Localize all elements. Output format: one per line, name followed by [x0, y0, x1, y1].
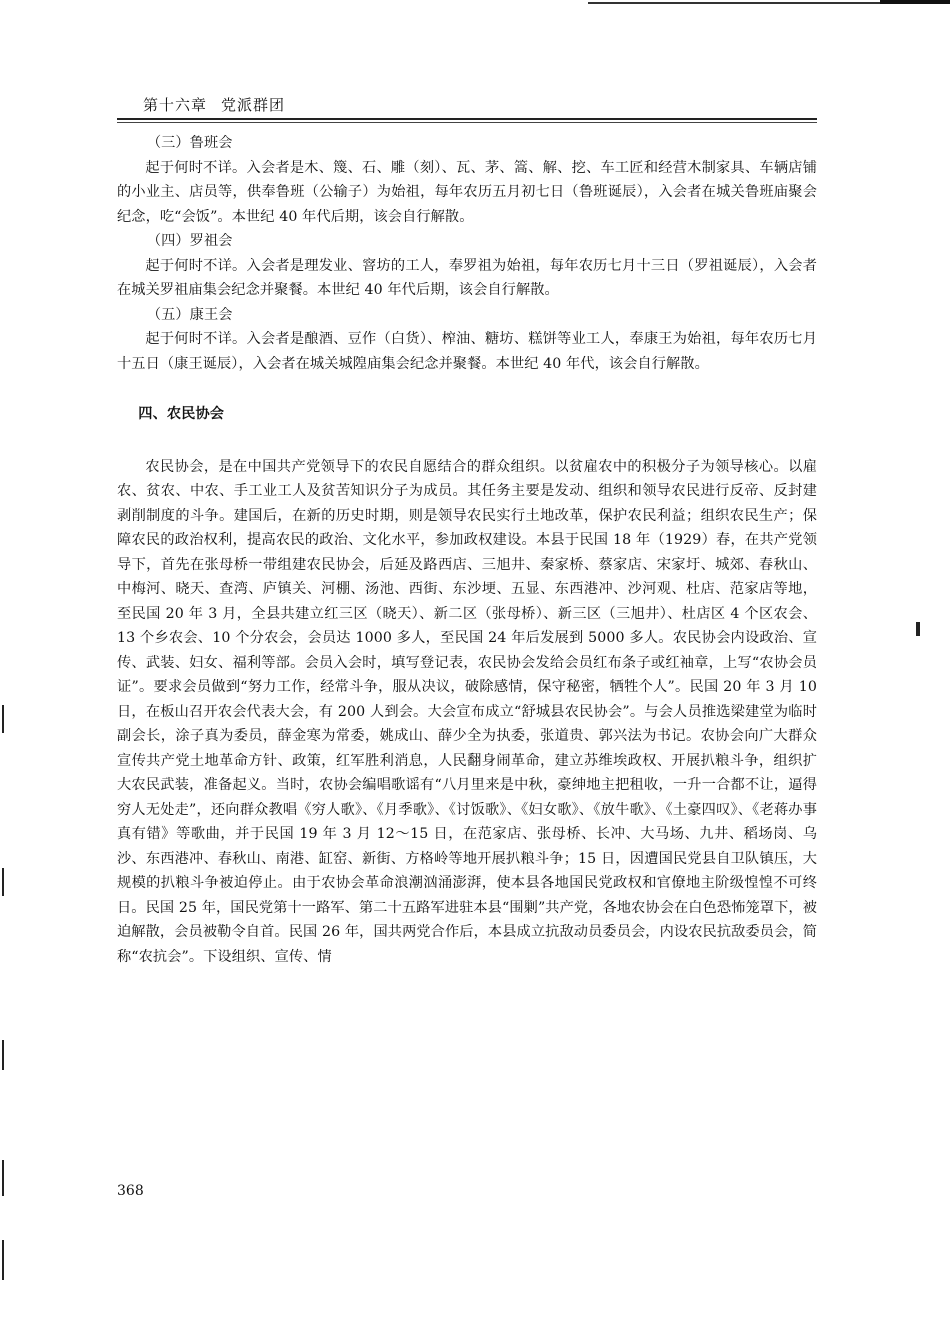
paragraph-kangwang: 起于何时不详。入会者是酿酒、豆作（白货）、榨油、糖坊、糕饼等业工人，奉康王为始祖，每年农历七月十五日（康王诞辰），入会者在城关城隍庙集会纪念并聚餐。本世纪 40 年代，该会自行解散。: [117, 331, 817, 372]
subsection-heading-kangwang: （五）康王会: [146, 306, 233, 323]
scan-edge-mark: [2, 1160, 4, 1196]
scan-edge-mark: [2, 1240, 4, 1280]
scan-mark: [916, 622, 920, 636]
scan-edge-mark: [2, 1040, 4, 1070]
page-number: 368: [117, 1183, 144, 1199]
body-text: [117, 131, 817, 969]
chapter-number: 第十六章: [143, 96, 208, 114]
paragraph-luban: 起于何时不详。入会者是木、篾、石、雕（刻）、瓦、茅、篙、解、挖、车工匠和经营木制家具、车辆店铺的小业主、店员等，供奉鲁班（公输子）为始祖，每年农历五月初七日（鲁班诞辰），入会者在城关鲁班庙聚会纪念，吃“会饭”。本世纪 40 年代后期，该会自行解散。: [117, 159, 817, 225]
subsection-heading-luban: （三）鲁班会: [146, 135, 233, 151]
chapter-title: 党派群团: [221, 96, 286, 114]
scan-edge-mark: [2, 705, 4, 733]
header-rule: [117, 118, 817, 120]
paragraph-nongmin: 农民协会，是在中国共产党领导下的农民自愿结合的群众组织。以贫雇农中的积极分子为领导核心。以雇农、贫农、中农、手工业工人及贫苦知识分子为成员。其任务主要是发动、组织和领导农民进行反帝、反封建剥削制度的斗争。建国后，在新的历史时期，则是领导农民实行土地改革，保护农民利益；组织农民生产；保障农民的政治权利，提高农民的政治、文化水平，参加政权建设。本县于民国 18 年（1929）春，在共产党领导下，首先在张母桥一带组建农民协会，后延及路西店、三旭井、秦家桥、蔡家店、宋家圩、城郊、春秋山、中梅河、晓天、查湾、庐镇关、河棚、汤池、西街、东沙埂、五显、东西港冲、沙河观、杜店、范家店等地，至民国 20 年 3 月，全县共建立红三区（晓天）、新二区（张母桥）、新三区（三旭井）、杜店区 4 个区农会、13 个乡农会、10 个分农会，会员达 1000 多人，至民国 24 年后发展到 5000 多人。农民协会内设政治、宣传、武装、妇女、福利等部。会员入会时，填写登记表，农民协会发给会员红布条子或红袖章，上写“农协会员证”。要求会员做到“努力工作，经常斗争，服从决议，破除感情，保守秘密，牺牲个人”。民国 20 年 3 月 10 日，在板山召开农会代表大会，有 200 人到会。大会宣布成立“舒城县农民协会”。与会人员推选梁建堂为临时副会长，涂子真为委员，薛金寒为常委，姚成山、薛少全为执委，张道贵、郭兴法为书记。农协会向广大群众宣传共产党土地革命方针、政策，红军胜利消息，人民翻身闹革命，建立苏维埃政权、开展扒粮斗争，组织扩大农民武装，准备起义。当时，农协会编唱歌谣有“八月里来是中秋，豪绅地主把租收，一升一合都不让，逼得穷人无处走”，还向群众教唱《穷人歌》、《月季歌》、《讨饭歌》、《妇女歌》、《放牛歌》、《土豪四叹》、《老蒋办事真有错》等歌曲，并于民国 19 年 3 月 12～15 日，在范家店、张母桥、长冲、大马场、九井、稻场岗、乌沙、东西港冲、春秋山、南港、缸窑、新街、方格岭等地开展扒粮斗争；15 日，因遭国民党县自卫队镇压，大规模的扒粮斗争被迫停止。由于农协会革命浪潮汹涌澎湃，使本县各地国民党政权和官僚地主阶级惶惶不可终日。民国 25 年，国民党第十一路军、第二十五路军进驻本县“围剿”共产党，各地农协会在白色恐怖笼罩下，被迫解散，会员被勒令自首。民国 26 年，国共两党合作后，本县成立抗敌动员委员会，内设农民抗敌委员会，简称“农抗会”。下设组织、宣传、情: [117, 458, 817, 965]
paragraph-luozu: 起于何时不详。入会者是理发业、窨坊的工人，奉罗祖为始祖，每年农历七月十三日（罗祖诞辰），入会者在城关罗祖庙集会纪念并聚餐。本世纪 40 年代后期，该会自行解散。: [117, 257, 817, 298]
subsection-heading-luozu: （四）罗祖会: [146, 233, 233, 249]
header-rule-thin: [117, 122, 817, 123]
running-header: [143, 94, 285, 115]
scan-edge-mark: [2, 868, 4, 896]
top-edge-mark: [880, 0, 950, 4]
section-heading-nongmin: 四、农民协会: [138, 406, 225, 422]
